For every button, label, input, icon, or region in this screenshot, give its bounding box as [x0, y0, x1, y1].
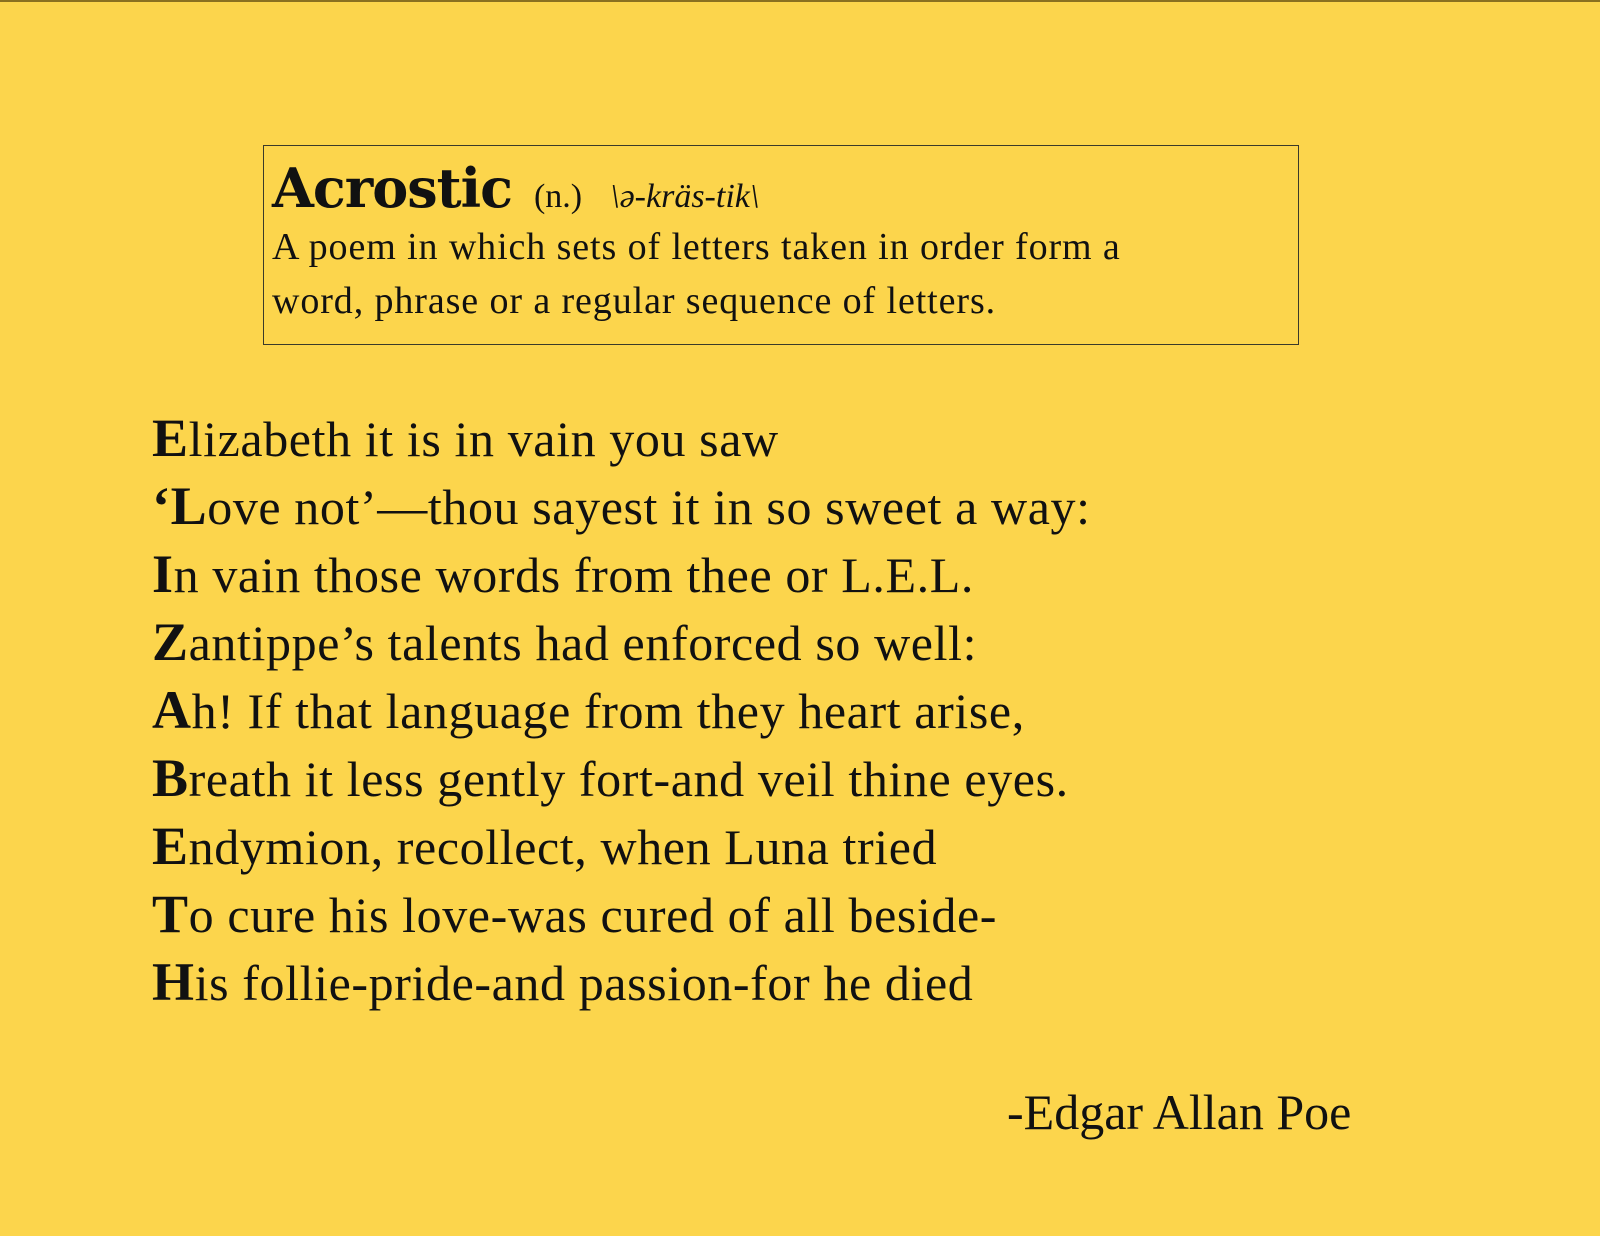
poem-line-text: antippe’s talents had enforced so well:	[188, 615, 978, 671]
poem	[152, 404, 1091, 1016]
poem-line-initial: T	[152, 884, 189, 944]
poem-line-initial: B	[152, 748, 189, 808]
poem-line-initial: H	[152, 952, 195, 1012]
definition-heading	[272, 152, 1290, 224]
poem-line	[152, 472, 1091, 540]
poem-line-initial: E	[152, 408, 189, 468]
definition-term: Acrostic	[272, 156, 512, 220]
definition-text: A poem in which sets of letters taken in order form a word, phrase or a regular sequence of letters.	[272, 226, 1121, 322]
poem-line	[152, 948, 1091, 1016]
poem-line-initial: L	[170, 476, 208, 536]
poem-line	[152, 676, 1091, 744]
poem-line-text: n vain those words from thee or L.E.L.	[173, 547, 975, 603]
poem-line-text: h! If that language from they heart arise,	[191, 683, 1025, 739]
poem-line-initial: I	[152, 544, 174, 604]
poem-line-initial: Z	[152, 612, 189, 672]
poem-line	[152, 744, 1091, 812]
poem-line-text: reath it less gently fort-and veil thine eyes.	[188, 751, 1069, 807]
poem-line-initial: E	[152, 816, 189, 876]
poem-line-text: ndymion, recollect, when Luna tried	[188, 819, 938, 875]
poem-line	[152, 608, 1091, 676]
definition-pronunciation: \ə-kräs-tik\	[610, 178, 760, 215]
poem-line-text: lizabeth it is in vain you saw	[188, 411, 779, 467]
poem-attribution: -Edgar Allan Poe	[1007, 1084, 1352, 1140]
definition-box	[263, 145, 1299, 345]
poem-line	[152, 880, 1091, 948]
poem-line-initial: A	[152, 680, 192, 740]
poem-line	[152, 540, 1091, 608]
poem-line-text: is follie-pride-and passion-for he died	[194, 955, 974, 1011]
definition-part-of-speech: (n.)	[533, 178, 583, 215]
poem-line-text: o cure his love-was cured of all beside-	[188, 887, 998, 943]
poem-line	[152, 812, 1091, 880]
top-border-line	[0, 0, 1600, 2]
poem-line-text: ove not’—thou sayest it in so sweet a way:	[207, 479, 1091, 535]
poem-line-prefix: ‘	[152, 476, 171, 536]
poem-line	[152, 404, 1091, 472]
